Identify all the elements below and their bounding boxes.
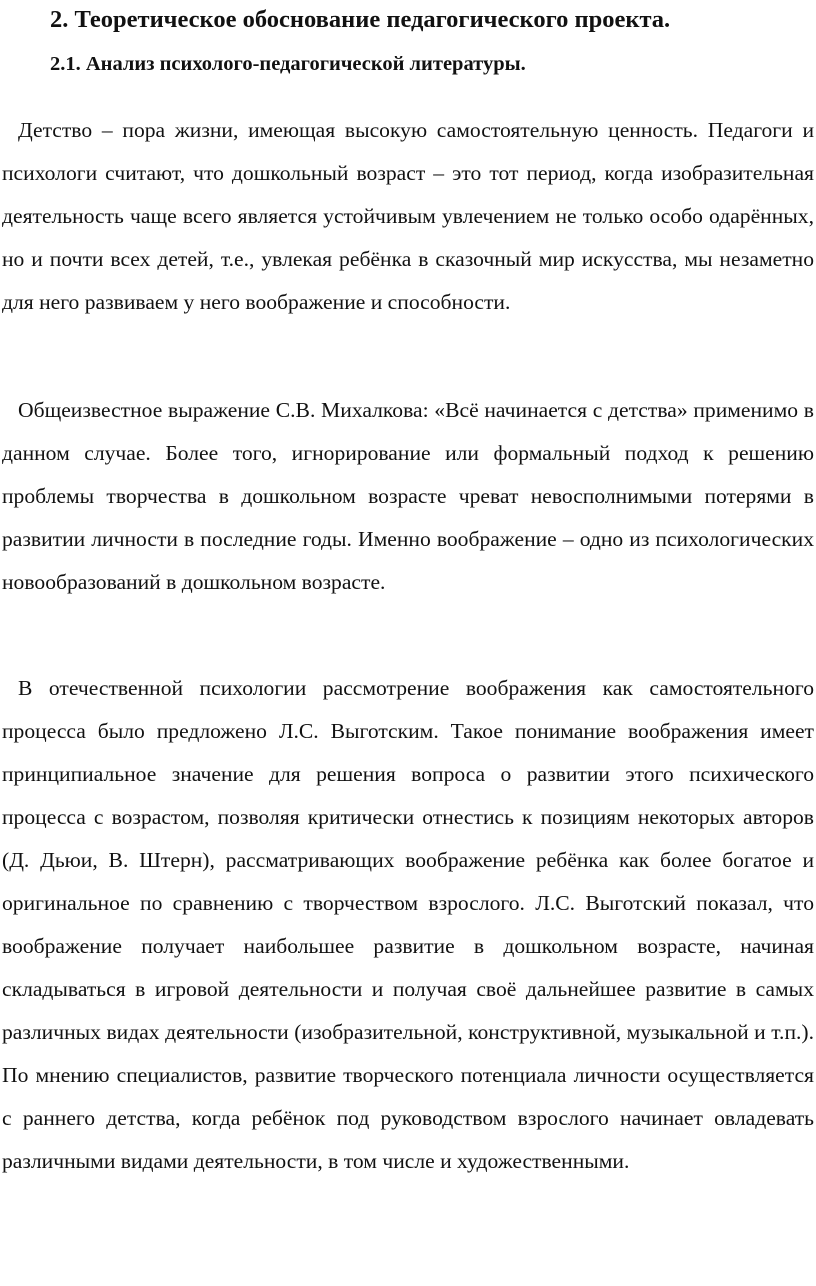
section-heading: 2. Теоретическое обоснование педагогического проекта. — [50, 6, 671, 33]
subsection-heading: 2.1. Анализ психолого-педагогической литературы. — [50, 53, 526, 75]
paragraph-3: В отечественной психологии рассмотрение воображения как самостоятельного процесса было предложено Л.С. Выготским. Такое понимание воображения имеет принципиальное значение для решения вопроса о развитии этого психического процесса с возрастом, позволяя критически отнестись к позициям некоторых авторов (Д. Дьюи, В. Штерн), рассматривающих воображение ребёнка как более богатое и оригинальное по сравнению с творчеством взрослого. Л.С. Выготский показал, что воображение получает наибольшее развитие в дошкольном возрасте, начиная складываться в игровой деятельности и получая своё дальнейшее развитие в самых различных видах деятельности (изобразительной, конструктивной, музыкальной и т.п.). По мнению специалистов, развитие творческого потенциала личности осуществляется с раннего детства, когда ребёнок под руководством взрослого начинает овладевать различными видами деятельности, в том числе и художественными. — [2, 676, 814, 1173]
paragraph-2: Общеизвестное выражение С.В. Михалкова: «Всё начинается с детства» применимо в данном случае. Более того, игнорирование или формальный подход к решению проблемы творчества в дошкольном возрасте чреват невосполнимыми потерями в развитии личности в последние годы. Именно воображение – одно из психологических новообразований в дошкольном возрасте. — [2, 398, 814, 594]
paragraph-1: Детство – пора жизни, имеющая высокую самостоятельную ценность. Педагоги и психологи считают, что дошкольный возраст – это тот период, когда изобразительная деятельность чаще всего является устойчивым увлечением не только особо одарённых, но и почти всех детей, т.е., увлекая ребёнка в сказочный мир искусства, мы незаметно для него развиваем у него воображение и способности. — [2, 118, 814, 314]
